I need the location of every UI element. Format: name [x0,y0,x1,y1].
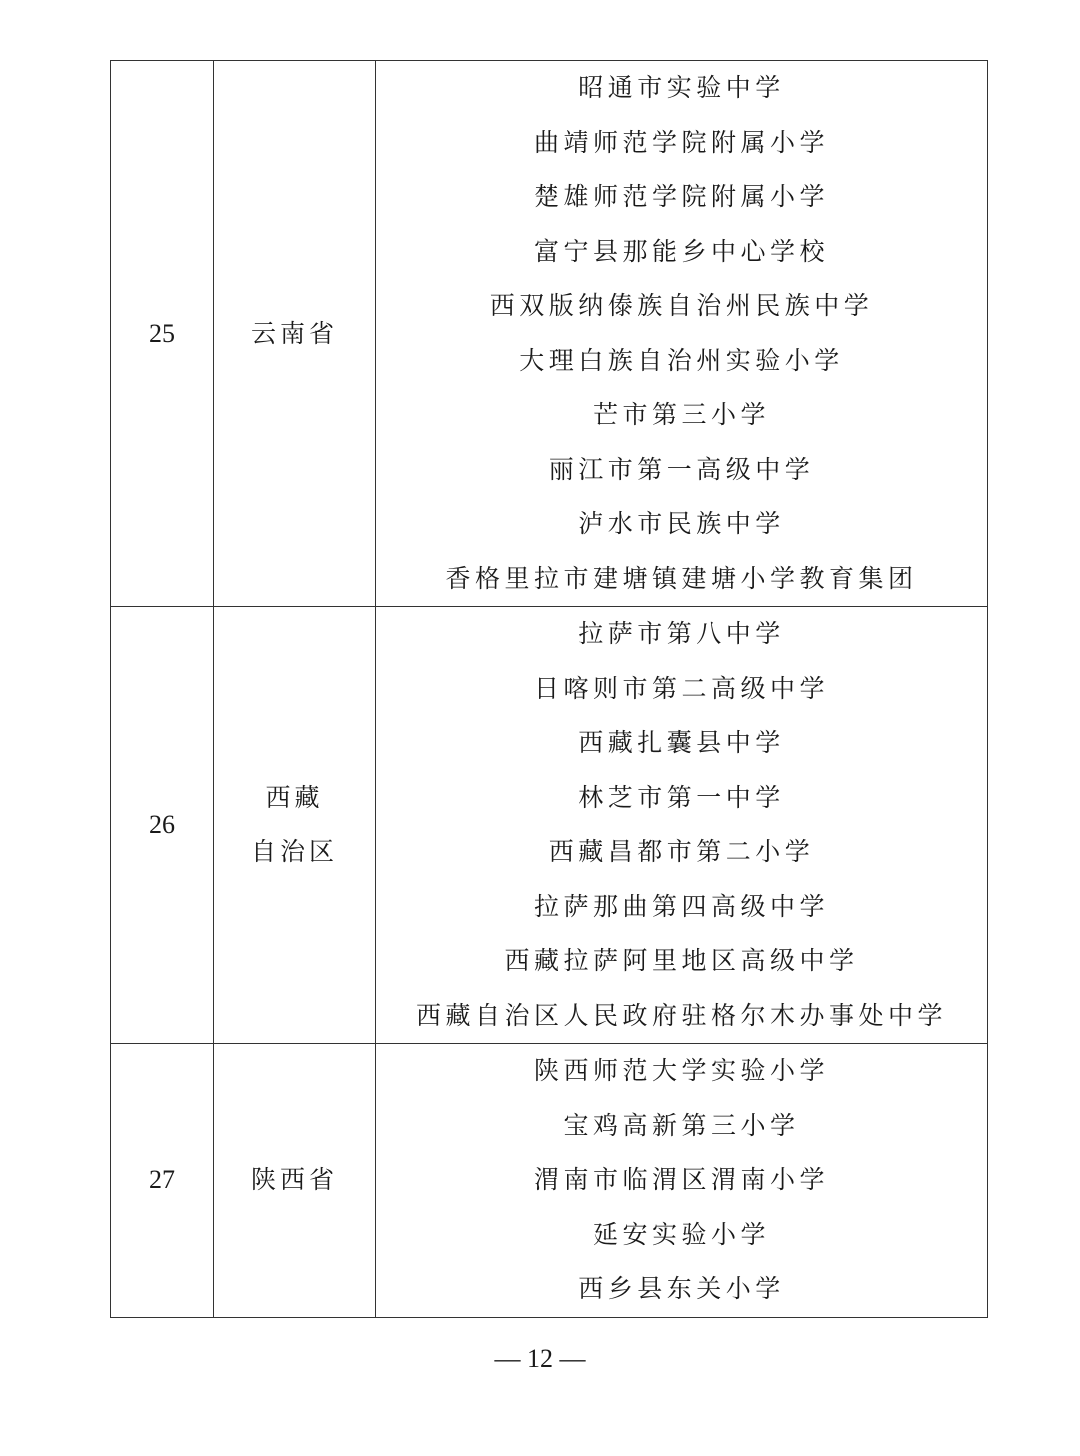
row-number: 26 [111,607,214,1044]
school-name: 西藏拉萨阿里地区高级中学 [504,946,859,975]
table-row [111,1044,988,1318]
school-name: 富宁县那能乡中心学校 [533,236,829,266]
school-name: 泸水市民族中学 [578,509,785,538]
schools-cell [376,1044,988,1318]
row-number: 25 [111,61,214,607]
school-name: 宝鸡高新第三小学 [563,1110,800,1140]
school-name: 日喀则市第二高级中学 [533,673,829,703]
province-cell [214,607,376,1044]
school-name: 拉萨市第八中学 [578,619,785,648]
school-name: 西藏扎囊县中学 [578,728,785,757]
table-row [111,607,988,1044]
school-name: 曲靖师范学院附属小学 [533,127,829,157]
school-name: 西双版纳傣族自治州民族中学 [489,291,874,320]
school-name: 芒市第三小学 [592,400,770,429]
school-name: 林芝市第一中学 [578,782,785,812]
school-name: 延安实验小学 [592,1219,770,1249]
province-name: 云南省 [250,318,338,348]
school-name: 西乡县东关小学 [578,1274,785,1303]
school-name: 香格里拉市建塘镇建塘小学教育集团 [445,563,918,593]
schools-cell [376,61,988,607]
school-list-table [110,60,988,1318]
school-name: 渭南市临渭区渭南小学 [533,1165,829,1194]
province-cell [214,61,376,607]
schools-cell [376,607,988,1044]
school-name: 楚雄师范学院附属小学 [533,182,829,211]
school-name: 拉萨那曲第四高级中学 [533,891,829,921]
table-body [111,61,988,1318]
school-name: 西藏昌都市第二小学 [548,837,815,866]
page-number: — 12 — [494,1344,586,1373]
province-name: 西藏 [265,783,324,812]
school-name: 陕西师范大学实验小学 [533,1056,829,1085]
province-cell [214,1044,376,1318]
province-name: 陕西省 [250,1165,338,1195]
school-name: 大理白族自治州实验小学 [519,345,844,375]
table-row [111,61,988,607]
school-name: 西藏自治区人民政府驻格尔木办事处中学 [415,1000,947,1030]
row-number: 27 [111,1044,214,1318]
province-name: 自治区 [250,837,338,866]
school-name: 丽江市第一高级中学 [548,454,815,484]
school-name: 昭通市实验中学 [578,73,785,102]
